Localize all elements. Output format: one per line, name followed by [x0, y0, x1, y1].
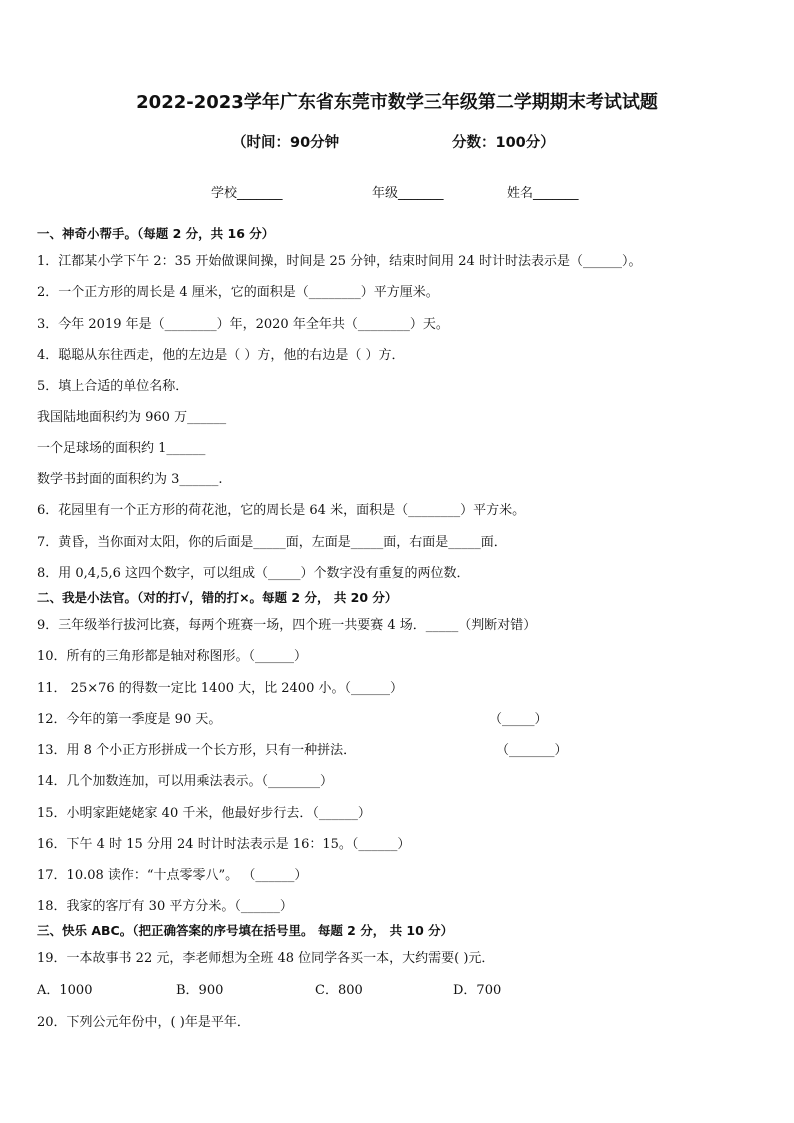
question-12: 12．今年的第一季度是 90 天。 [37, 712, 222, 727]
question-5-item-a: 我国陆地面积约为 960 万______ [37, 410, 227, 425]
question-6: 6．花园里有一个正方形的荷花池，它的周长是 64 米，面积是（________）平方米。 [37, 503, 526, 518]
question-5: 5．填上合适的单位名称． [37, 379, 189, 394]
question-20: 20．下列公元年份中，( )年是平年． [37, 1015, 250, 1030]
school-field: 学校_______ [211, 186, 283, 201]
grade-field: 年级_______ [372, 186, 444, 201]
question-13: 13．用 8 个小正方形拼成一个长方形，只有一种拼法． [37, 743, 357, 758]
question-14: 14．几个加数连加，可以用乘法表示。（________） [37, 774, 334, 789]
exam-score: 分数：100分） [452, 135, 555, 151]
exam-title: 2022-2023学年广东省东莞市数学三年级第二学期期末考试试题 [136, 92, 658, 113]
question-15: 15．小明家距姥姥家 40 千米，他最好步行去．（______） [37, 806, 371, 821]
question-19-option-a: A．1000 [37, 983, 93, 998]
question-17: 17．10.08 读作：“十点零零八”。 （______） [37, 868, 308, 883]
section-2-heading: 二、我是小法官。（对的打√，错的打×。每题 2 分， 共 20 分） [37, 590, 398, 605]
name-field: 姓名_______ [507, 186, 579, 201]
question-9: 9．三年级举行拔河比赛，每两个班赛一场，四个班一共要赛 4 场．_____（判断对错） [37, 618, 537, 633]
question-19-option-b: B．900 [176, 983, 224, 998]
question-16: 16．下午 4 时 15 分用 24 时计时法表示是 16：15。（______） [37, 837, 411, 852]
question-10: 10．所有的三角形都是轴对称图形。（______） [37, 649, 308, 664]
question-19-option-d: D．700 [453, 983, 502, 998]
question-3: 3．今年 2019 年是（________）年，2020 年全年共（________）天。 [37, 317, 449, 332]
question-19-option-c: C．800 [315, 983, 363, 998]
question-2: 2．一个正方形的周长是 4 厘米，它的面积是（________）平方厘米。 [37, 285, 439, 300]
question-5-item-b: 一个足球场的面积约 1______ [37, 441, 206, 456]
section-3-heading: 三、快乐 ABC。（把正确答案的序号填在括号里。 每题 2 分， 共 10 分） [37, 923, 454, 938]
question-1: 1．江都某小学下午 2：35 开始做课间操，时间是 25 分钟，结束时间用 24 时计时法表示是（______）。 [37, 254, 642, 269]
question-7: 7．黄昏，当你面对太阳，你的后面是_____面，左面是_____面，右面是_____面． [37, 535, 507, 550]
question-5-item-c: 数学书封面的面积约为 3______. [37, 472, 223, 487]
question-13-answer-blank: （_______） [496, 743, 568, 758]
question-12-answer-blank: （_____） [489, 712, 548, 727]
question-19: 19．一本故事书 22 元，李老师想为全班 48 位同学各买一本，大约需要( )元． [37, 951, 495, 966]
question-8: 8．用 0,4,5,6 这四个数字，可以组成（_____）个数字没有重复的两位数． [37, 566, 470, 581]
exam-time: （时间：90分钟 [232, 135, 340, 151]
section-1-heading: 一、神奇小帮手。（每题 2 分，共 16 分） [37, 226, 275, 241]
question-18: 18．我家的客厅有 30 平方分米。（______） [37, 899, 293, 914]
question-4: 4．聪聪从东往西走，他的左边是（ ）方，他的右边是（ ）方． [37, 348, 405, 363]
question-11: 11． 25×76 的得数一定比 1400 大，比 2400 小。（______） [37, 681, 403, 696]
